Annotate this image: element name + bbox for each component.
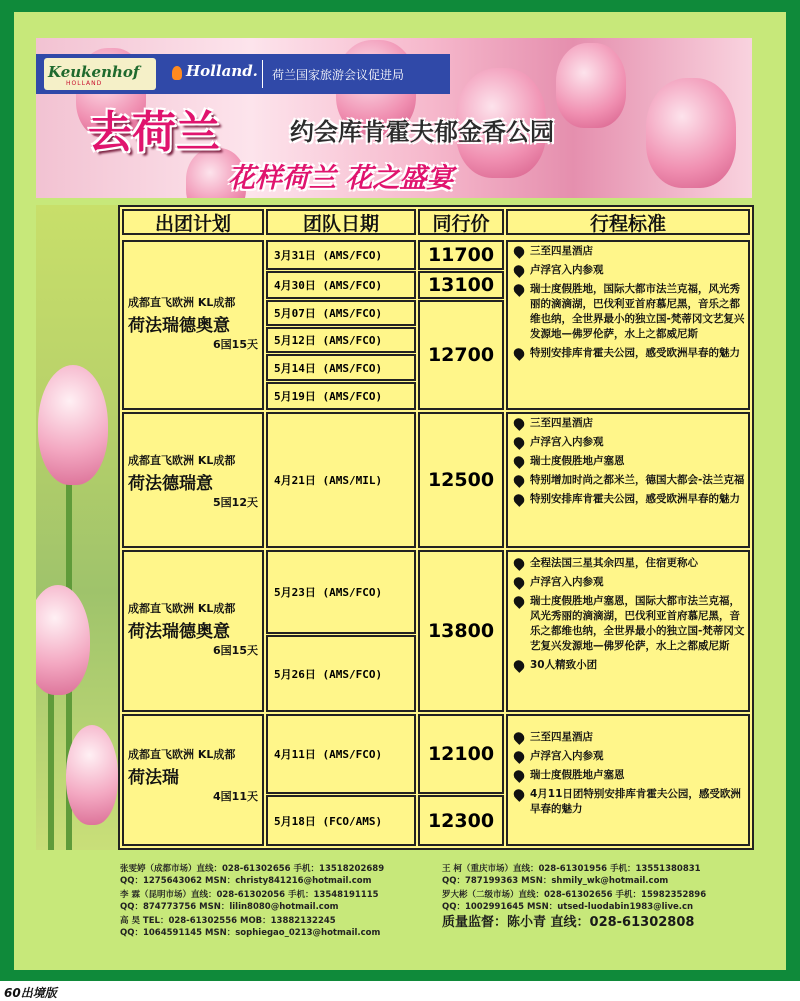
header-date: 团队日期 <box>266 209 416 235</box>
slogan: 花样荷兰 花之盛宴 <box>228 163 454 194</box>
standard-list <box>510 556 746 677</box>
page-footer: 60出境版 <box>4 986 57 1000</box>
keukenhof-logo: Keukenhof HOLLAND <box>44 58 156 90</box>
list-item: 卢浮宫入内参观 <box>510 749 746 764</box>
bureau-name: 荷兰国家旅游会议促进局 <box>272 68 405 82</box>
standard-list <box>510 730 746 821</box>
header-standard: 行程标准 <box>506 209 750 235</box>
tour-price: 11700 <box>418 240 504 270</box>
contact-line: QQ：787199363 MSN：shmily_wk@hotmail.com <box>442 876 669 886</box>
tour-date: 3月31日 (AMS/FCO) <box>266 240 416 270</box>
standard-list <box>510 416 746 511</box>
contact-line: 王 柯（重庆市场）直线：028-61301956 手机：13551380831 <box>442 864 701 874</box>
tulip-decoration <box>36 205 118 850</box>
list-item: 4月11日团特别安排库肯霍夫公园，感受欧洲早春的魅力 <box>510 787 746 817</box>
list-item: 瑞士度假胜地卢塞恩 <box>510 454 746 469</box>
contact-line: 张雯婷（成都市场）直线：028-61302656 手机：13518202689 <box>120 864 385 874</box>
tour-price: 13800 <box>418 550 504 712</box>
tour-date: 5月19日 (AMS/FCO) <box>266 382 416 410</box>
tour-price: 12100 <box>418 714 504 794</box>
quality-supervisor: 质量监督：陈小青 直线：028-61302808 <box>442 915 695 930</box>
tour-price: 12700 <box>418 300 504 410</box>
list-item: 瑞士度假胜地卢塞恩 <box>510 768 746 783</box>
title-sub: 约会库肯霍夫郁金香公园 <box>290 118 554 146</box>
list-item: 30人精致小团 <box>510 658 746 673</box>
logo-divider <box>262 60 263 88</box>
tour-date: 5月07日 (AMS/FCO) <box>266 300 416 326</box>
plan-info: 成都直飞欧洲 KL成都 荷法德瑞意 5国12天 <box>128 454 258 509</box>
tour-date: 4月30日 (AMS/FCO) <box>266 271 416 299</box>
holland-logo: Holland. <box>186 62 258 80</box>
tour-price: 12300 <box>418 795 504 846</box>
header-price: 同行价 <box>418 209 504 235</box>
list-item: 全程法国三星其余四星，住宿更称心 <box>510 556 746 571</box>
contact-line: QQ：874773756 MSN：lilin8080@hotmail.com <box>120 902 339 912</box>
tour-price: 13100 <box>418 271 504 299</box>
contact-line: QQ：1002991645 MSN：utsed-luodabin1983@live.cn <box>442 902 694 912</box>
tour-date: 5月14日 (AMS/FCO) <box>266 354 416 381</box>
plan-info: 成都直飞欧洲 KL成都 荷法瑞 4国11天 <box>128 748 258 803</box>
tour-date: 5月23日 (AMS/FCO) <box>266 550 416 634</box>
tour-date: 5月18日 (FCO/AMS) <box>266 795 416 846</box>
list-item: 三至四星酒店 <box>510 730 746 745</box>
list-item: 特别安排库肯霍夫公园，感受欧洲早春的魅力 <box>510 492 746 507</box>
list-item: 三至四星酒店 <box>510 244 746 259</box>
tour-price: 12500 <box>418 412 504 548</box>
list-item: 瑞士度假胜地卢塞恩，国际大都市法兰克福，风光秀丽的滴滴湖，巴伐利亚首府慕尼黑，音乐之都维也纳，全世界最小的独立国-梵蒂冈文艺复兴发源地—佛罗伦萨，水上之都威尼斯 <box>510 594 746 654</box>
contact-line: 罗大彬（二级市场）直线：028-61302656 手机：15982352896 <box>442 890 707 900</box>
contact-line: 高 昊 TEL：028-61302556 MOB：13882132245 <box>120 916 336 926</box>
tour-date: 5月26日 (AMS/FCO) <box>266 635 416 712</box>
standard-list <box>510 244 746 365</box>
header-plan: 出团计划 <box>122 209 264 235</box>
list-item: 卢浮宫入内参观 <box>510 575 746 590</box>
list-item: 卢浮宫入内参观 <box>510 263 746 278</box>
plan-info: 成都直飞欧洲 KL成都 荷法瑞德奥意 6国15天 <box>128 296 258 351</box>
contact-line: 李 霖（昆明市场）直线：028-61302056 手机：13548191115 <box>120 890 379 900</box>
contact-line: QQ：1064591145 MSN：sophiegao_0213@hotmail.com <box>120 928 381 938</box>
list-item: 三至四星酒店 <box>510 416 746 431</box>
list-item: 瑞士度假胜地，国际大都市法兰克福，风光秀丽的滴滴湖，巴伐利亚首府慕尼黑，音乐之都维也纳，全世界最小的独立国-梵蒂冈文艺复兴发源地—佛罗伦萨，水上之都威尼斯 <box>510 282 746 342</box>
title-main: 去荷兰 <box>88 107 220 158</box>
tour-date: 5月12日 (AMS/FCO) <box>266 327 416 353</box>
list-item: 特别增加时尚之都米兰，德国大都会-法兰克福 <box>510 473 746 488</box>
plan-info: 成都直飞欧洲 KL成都 荷法瑞德奥意 6国15天 <box>128 602 258 657</box>
list-item: 卢浮宫入内参观 <box>510 435 746 450</box>
tour-date: 4月21日 (AMS/MIL) <box>266 412 416 548</box>
list-item: 特别安排库肯霍夫公园，感受欧洲早春的魅力 <box>510 346 746 361</box>
tour-date: 4月11日 (AMS/FCO) <box>266 714 416 794</box>
contact-line: QQ：1275643062 MSN：christy841216@hotmail.com <box>120 876 372 886</box>
